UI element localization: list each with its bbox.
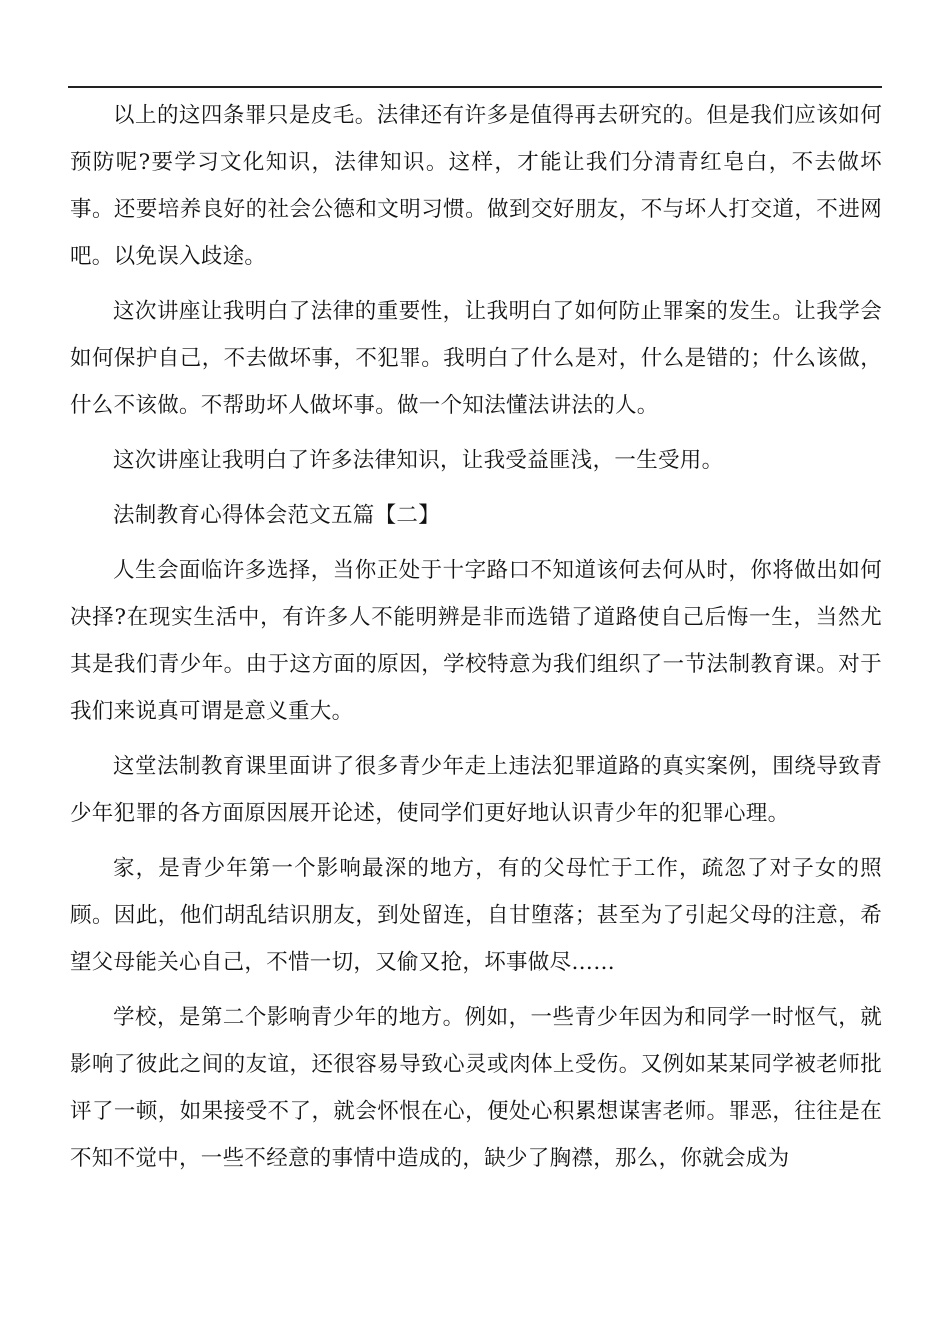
paragraph-lecture-importance: 这次讲座让我明白了法律的重要性，让我明白了如何防止罪案的发生。让我学会如何保护自己，不去做坏事，不犯罪。我明白了什么是对，什么是错的；什么该做，什么不该做。不帮助坏人做坏事。做一个知法懂法讲法的人。 — [70, 299, 882, 418]
document-body — [70, 92, 882, 1190]
paragraph-family: 家，是青少年第一个影响最深的地方，有的父母忙于工作，疏忽了对子女的照顾。因此，他们胡乱结识朋友，到处留连，自甘堕落；甚至为了引起父母的注意，希望父母能关心自己，不惜一切，又偷又抢，坏事做尽…… — [70, 856, 882, 975]
paragraph-class-cases: 这堂法制教育课里面讲了很多青少年走上违法犯罪道路的真实案例，围绕导致青少年犯罪的各方面原因展开论述，使同学们更好地认识青少年的犯罪心理。 — [70, 754, 882, 826]
section-heading: 法制教育心得体会范文五篇【二】 — [113, 503, 441, 528]
paragraph-life-choices: 人生会面临许多选择，当你正处于十字路口不知道该何去何从时，你将做出如何决择?在现实生活中，有许多人不能明辨是非而选错了道路使自己后悔一生，当然尤其是我们青少年。由于这方面的原因，学校特意为我们组织了一节法制教育课。对于我们来说真可谓是意义重大。 — [70, 558, 882, 724]
header-rule — [68, 86, 882, 88]
paragraph-school: 学校，是第二个影响青少年的地方。例如，一些青少年因为和同学一时怄气，就影响了彼此之间的友谊，还很容易导致心灵或肉体上受伤。又例如某某同学被老师批评了一顿，如果接受不了，就会怀恨在心，便处心积累想谋害老师。罪恶，往往是在不知不觉中，一些不经意的事情中造成的，缺少了胸襟，那么，你就会成为 — [70, 1005, 882, 1171]
paragraph-prevention: 以上的这四条罪只是皮毛。法律还有许多是值得再去研究的。但是我们应该如何预防呢?要学习文化知识，法律知识。这样，才能让我们分清青红皂白，不去做坏事。还要培养良好的社会公德和文明习惯。做到交好朋友，不与坏人打交道，不进网吧。以免误入歧途。 — [70, 103, 882, 269]
paragraph-lecture-benefit: 这次讲座让我明白了许多法律知识，让我受益匪浅，一生受用。 — [113, 448, 724, 473]
